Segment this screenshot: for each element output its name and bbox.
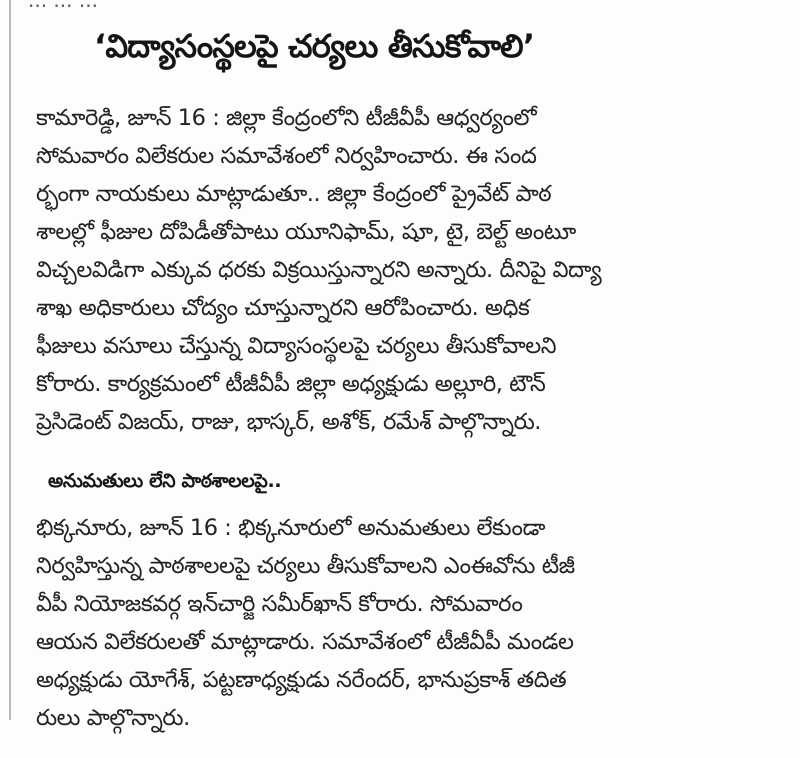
paragraph-2-line: ఆయన విలేకరులతో మాట్లాడారు. సమావేశంలో టీజీవీపీ మండల [36,629,574,655]
top-text-fragment: ... ... ... [28,0,98,12]
paragraph-1-line: ప్రెసిడెంట్ విజయ్, రాజు, భాస్కర్, అశోక్, రమేశ్ పాల్గొన్నారు. [36,409,542,435]
article-paragraph-2 [36,509,730,737]
paragraph-2-line: వీపీ నియోజకవర్గ ఇన్‌చార్జి సమీర్‌ఖాన్ కోరారు. సోమవారం [36,591,523,617]
column-divider [9,0,11,720]
paragraph-1-line: విచ్చలవిడిగా ఎక్కువ ధరకు విక్రయిస్తున్నారని అన్నారు. దీనిపై విద్యా [36,257,602,283]
paragraph-2-line: అధ్యక్షుడు యోగేశ్, పట్టణాధ్యక్షుడు నరేందర్, భానుప్రకాశ్ తదిత [36,667,567,693]
paragraph-1-line: శాలల్లో ఫీజుల దోపిడీతోపాటు యూనిఫామ్, షూ, టై, బెల్ట్ అంటూ [36,219,576,245]
paragraph-1-line: కోరారు. కార్యక్రమంలో టీజీవీపీ జిల్లా అధ్యక్షుడు అల్లూరి, టౌన్ [36,371,546,397]
paragraph-2-line: నిర్వహిస్తున్న పాఠశాలలపై చర్యలు తీసుకోవాలని ఎంఈవోను టీజీ [36,553,575,579]
paragraph-1-line: ర్భంగా నాయకులు మాట్లాడుతూ.. జిల్లా కేంద్రంలో ప్రైవేట్ పాఠ [36,181,552,207]
article-paragraph-1 [36,99,730,441]
paragraph-1-line: శాఖ అధికారులు చోద్యం చూస్తున్నారని ఆరోపించారు. అధిక [36,295,530,321]
paragraph-1-line: కామారెడ్డి, జూన్ 16 : జిల్లా కేంద్రంలోని టీజీవీపీ ఆధ్వర్యంలో [36,105,537,131]
article-headline: ‘విద్యాసంస్థలపై చర్యలు తీసుకోవాలి’ [94,27,535,65]
paragraph-2-line: రులు పాల్గొన్నారు. [36,705,190,731]
paragraph-1-line: ఫీజులు వసూలు చేస్తున్న విద్యాసంస్థలపై చర్యలు తీసుకోవాలని [36,333,557,359]
article-subheading: అనుమతులు లేని పాఠశాలలపై.. [48,470,282,492]
paragraph-1-line: సోమవారం విలేకరుల సమావేశంలో నిర్వహించారు. ఈ సంద [36,143,537,169]
paragraph-2-line: భిక్కనూరు, జూన్ 16 : భిక్కనూరులో అనుమతులు లేకుండా [36,515,546,541]
